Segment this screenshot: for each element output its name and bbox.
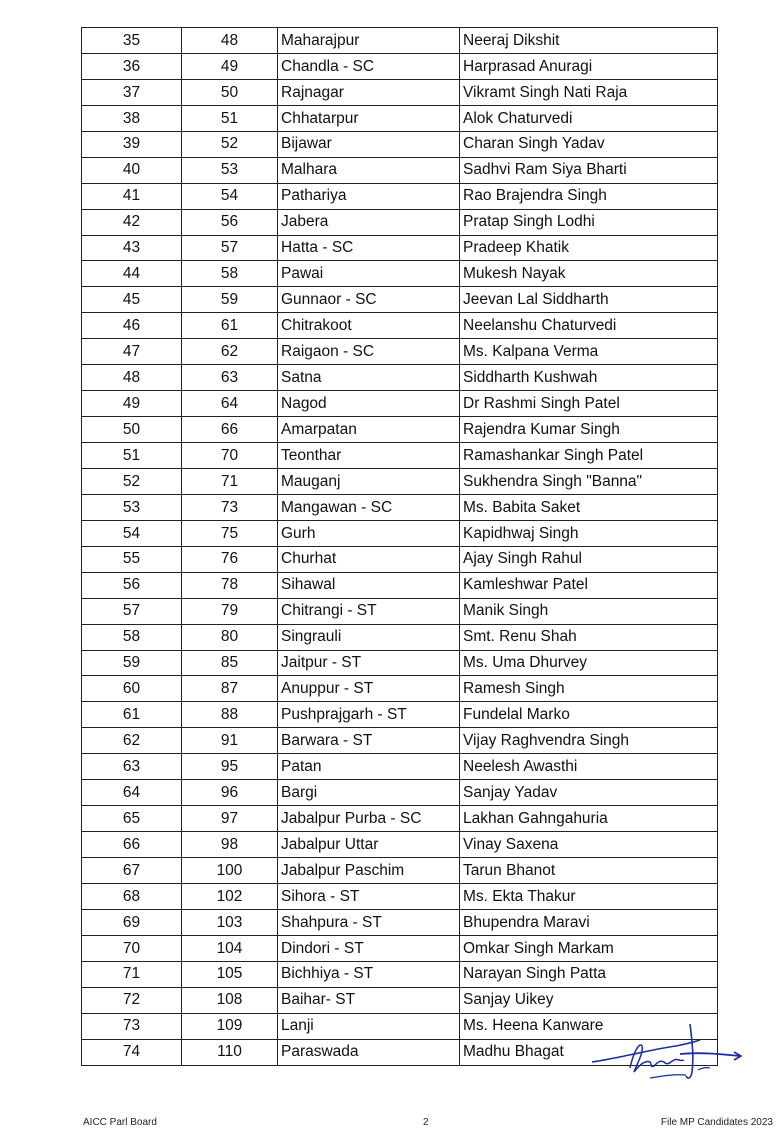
constituency-name-cell: Dindori - ST <box>278 935 460 961</box>
table-row <box>82 209 718 235</box>
table-row <box>82 780 718 806</box>
constituency-no-cell: 103 <box>182 909 278 935</box>
constituency-no-cell: 96 <box>182 780 278 806</box>
constituency-no-cell: 48 <box>182 28 278 54</box>
candidate-name-cell: Omkar Singh Markam <box>460 935 718 961</box>
table-row <box>82 909 718 935</box>
constituency-name-cell: Jabalpur Paschim <box>278 858 460 884</box>
constituency-no-cell: 61 <box>182 313 278 339</box>
serial-no-cell: 68 <box>82 883 182 909</box>
candidate-name-cell: Siddharth Kushwah <box>460 365 718 391</box>
serial-no-cell: 46 <box>82 313 182 339</box>
constituency-name-cell: Gunnaor - SC <box>278 287 460 313</box>
table-row <box>82 858 718 884</box>
candidate-name-cell: Rao Brajendra Singh <box>460 183 718 209</box>
constituency-no-cell: 87 <box>182 676 278 702</box>
constituency-no-cell: 88 <box>182 702 278 728</box>
serial-no-cell: 48 <box>82 365 182 391</box>
constituency-name-cell: Chandla - SC <box>278 53 460 79</box>
constituency-name-cell: Pathariya <box>278 183 460 209</box>
table-row <box>82 105 718 131</box>
serial-no-cell: 38 <box>82 105 182 131</box>
constituency-no-cell: 95 <box>182 754 278 780</box>
constituency-no-cell: 59 <box>182 287 278 313</box>
constituency-name-cell: Chitrangi - ST <box>278 598 460 624</box>
candidate-name-cell: Harprasad Anuragi <box>460 53 718 79</box>
table-row <box>82 728 718 754</box>
table-row <box>82 598 718 624</box>
table-row <box>82 443 718 469</box>
serial-no-cell: 40 <box>82 157 182 183</box>
serial-no-cell: 72 <box>82 987 182 1013</box>
table-row <box>82 183 718 209</box>
candidate-name-cell: Ramashankar Singh Patel <box>460 443 718 469</box>
serial-no-cell: 61 <box>82 702 182 728</box>
constituency-name-cell: Gurh <box>278 520 460 546</box>
constituency-name-cell: Barwara - ST <box>278 728 460 754</box>
candidate-name-cell: Smt. Renu Shah <box>460 624 718 650</box>
serial-no-cell: 70 <box>82 935 182 961</box>
constituency-no-cell: 70 <box>182 443 278 469</box>
candidate-name-cell: Pratap Singh Lodhi <box>460 209 718 235</box>
table-row <box>82 987 718 1013</box>
table-row <box>82 624 718 650</box>
serial-no-cell: 57 <box>82 598 182 624</box>
candidate-name-cell: Vinay Saxena <box>460 832 718 858</box>
constituency-no-cell: 79 <box>182 598 278 624</box>
candidate-name-cell: Lakhan Gahngahuria <box>460 806 718 832</box>
serial-no-cell: 73 <box>82 1013 182 1039</box>
candidate-name-cell: Sukhendra Singh "Banna" <box>460 468 718 494</box>
footer-right: File MP Candidates 2023 <box>660 1117 773 1128</box>
table-row <box>82 417 718 443</box>
table-row <box>82 806 718 832</box>
candidate-name-cell: Ramesh Singh <box>460 676 718 702</box>
candidate-name-cell: Fundelal Marko <box>460 702 718 728</box>
constituency-name-cell: Sihora - ST <box>278 883 460 909</box>
candidate-name-cell: Charan Singh Yadav <box>460 131 718 157</box>
constituency-no-cell: 66 <box>182 417 278 443</box>
candidate-name-cell: Pradeep Khatik <box>460 235 718 261</box>
constituency-name-cell: Mangawan - SC <box>278 494 460 520</box>
table-row <box>82 754 718 780</box>
constituency-no-cell: 97 <box>182 806 278 832</box>
constituency-name-cell: Maharajpur <box>278 28 460 54</box>
table-row <box>82 832 718 858</box>
candidate-name-cell: Manik Singh <box>460 598 718 624</box>
table-row <box>82 676 718 702</box>
candidate-name-cell: Ms. Heena Kanware <box>460 1013 718 1039</box>
candidate-name-cell: Vikramt Singh Nati Raja <box>460 79 718 105</box>
table-row <box>82 546 718 572</box>
table-row <box>82 339 718 365</box>
constituency-no-cell: 108 <box>182 987 278 1013</box>
candidate-name-cell: Neeraj Dikshit <box>460 28 718 54</box>
table-row <box>82 961 718 987</box>
candidate-name-cell: Sanjay Uikey <box>460 987 718 1013</box>
serial-no-cell: 65 <box>82 806 182 832</box>
constituency-name-cell: Bijawar <box>278 131 460 157</box>
serial-no-cell: 67 <box>82 858 182 884</box>
table-row <box>82 79 718 105</box>
serial-no-cell: 71 <box>82 961 182 987</box>
serial-no-cell: 64 <box>82 780 182 806</box>
constituency-no-cell: 56 <box>182 209 278 235</box>
candidate-name-cell: Kamleshwar Patel <box>460 572 718 598</box>
serial-no-cell: 74 <box>82 1039 182 1065</box>
constituency-no-cell: 58 <box>182 261 278 287</box>
constituency-name-cell: Jaitpur - ST <box>278 650 460 676</box>
table-row <box>82 650 718 676</box>
constituency-no-cell: 73 <box>182 494 278 520</box>
serial-no-cell: 35 <box>82 28 182 54</box>
constituency-no-cell: 50 <box>182 79 278 105</box>
candidate-name-cell: Alok Chaturvedi <box>460 105 718 131</box>
candidate-name-cell: Mukesh Nayak <box>460 261 718 287</box>
table-row <box>82 313 718 339</box>
constituency-no-cell: 91 <box>182 728 278 754</box>
serial-no-cell: 63 <box>82 754 182 780</box>
constituency-name-cell: Churhat <box>278 546 460 572</box>
candidate-name-cell: Neelanshu Chaturvedi <box>460 313 718 339</box>
constituency-name-cell: Patan <box>278 754 460 780</box>
table-row <box>82 235 718 261</box>
constituency-no-cell: 100 <box>182 858 278 884</box>
constituency-no-cell: 78 <box>182 572 278 598</box>
constituency-no-cell: 109 <box>182 1013 278 1039</box>
constituency-name-cell: Pawai <box>278 261 460 287</box>
constituency-no-cell: 63 <box>182 365 278 391</box>
table-row <box>82 365 718 391</box>
serial-no-cell: 43 <box>82 235 182 261</box>
table-row <box>82 287 718 313</box>
constituency-no-cell: 102 <box>182 883 278 909</box>
table-row <box>82 520 718 546</box>
constituency-no-cell: 49 <box>182 53 278 79</box>
serial-no-cell: 55 <box>82 546 182 572</box>
constituency-name-cell: Amarpatan <box>278 417 460 443</box>
candidate-name-cell: Tarun Bhanot <box>460 858 718 884</box>
constituency-no-cell: 71 <box>182 468 278 494</box>
table-row <box>82 468 718 494</box>
table-row <box>82 702 718 728</box>
constituency-name-cell: Teonthar <box>278 443 460 469</box>
candidate-name-cell: Kapidhwaj Singh <box>460 520 718 546</box>
candidate-name-cell: Bhupendra Maravi <box>460 909 718 935</box>
table-row <box>82 157 718 183</box>
constituency-no-cell: 53 <box>182 157 278 183</box>
constituency-name-cell: Bargi <box>278 780 460 806</box>
serial-no-cell: 58 <box>82 624 182 650</box>
constituency-name-cell: Chhatarpur <box>278 105 460 131</box>
table-row <box>82 391 718 417</box>
candidate-name-cell: Sanjay Yadav <box>460 780 718 806</box>
table-row <box>82 935 718 961</box>
serial-no-cell: 69 <box>82 909 182 935</box>
constituency-no-cell: 51 <box>182 105 278 131</box>
candidate-name-cell: Jeevan Lal Siddharth <box>460 287 718 313</box>
constituency-name-cell: Jabalpur Purba - SC <box>278 806 460 832</box>
footer-left: AICC Parl Board <box>83 1117 157 1128</box>
signature-image <box>590 1020 742 1086</box>
constituency-name-cell: Raigaon - SC <box>278 339 460 365</box>
constituency-no-cell: 57 <box>182 235 278 261</box>
constituency-no-cell: 85 <box>182 650 278 676</box>
serial-no-cell: 45 <box>82 287 182 313</box>
constituency-name-cell: Baihar- ST <box>278 987 460 1013</box>
constituency-name-cell: Pushprajgarh - ST <box>278 702 460 728</box>
constituency-name-cell: Anuppur - ST <box>278 676 460 702</box>
constituency-name-cell: Satna <box>278 365 460 391</box>
candidate-name-cell: Dr Rashmi Singh Patel <box>460 391 718 417</box>
constituency-no-cell: 98 <box>182 832 278 858</box>
candidate-name-cell: Ms. Kalpana Verma <box>460 339 718 365</box>
constituency-no-cell: 75 <box>182 520 278 546</box>
constituency-name-cell: Bichhiya - ST <box>278 961 460 987</box>
constituency-no-cell: 52 <box>182 131 278 157</box>
constituency-name-cell: Mauganj <box>278 468 460 494</box>
serial-no-cell: 36 <box>82 53 182 79</box>
constituency-name-cell: Jabalpur Uttar <box>278 832 460 858</box>
constituency-no-cell: 54 <box>182 183 278 209</box>
table-row <box>82 53 718 79</box>
constituency-name-cell: Singrauli <box>278 624 460 650</box>
serial-no-cell: 60 <box>82 676 182 702</box>
table-row <box>82 572 718 598</box>
serial-no-cell: 41 <box>82 183 182 209</box>
table-row <box>82 261 718 287</box>
serial-no-cell: 50 <box>82 417 182 443</box>
serial-no-cell: 56 <box>82 572 182 598</box>
serial-no-cell: 44 <box>82 261 182 287</box>
candidates-table-body <box>82 28 718 1066</box>
candidate-name-cell: Narayan Singh Patta <box>460 961 718 987</box>
constituency-name-cell: Lanji <box>278 1013 460 1039</box>
serial-no-cell: 49 <box>82 391 182 417</box>
constituency-no-cell: 76 <box>182 546 278 572</box>
constituency-no-cell: 110 <box>182 1039 278 1065</box>
candidate-name-cell: Sadhvi Ram Siya Bharti <box>460 157 718 183</box>
constituency-no-cell: 64 <box>182 391 278 417</box>
constituency-no-cell: 104 <box>182 935 278 961</box>
candidate-name-cell: Ajay Singh Rahul <box>460 546 718 572</box>
serial-no-cell: 62 <box>82 728 182 754</box>
serial-no-cell: 54 <box>82 520 182 546</box>
constituency-no-cell: 80 <box>182 624 278 650</box>
candidate-name-cell: Rajendra Kumar Singh <box>460 417 718 443</box>
constituency-name-cell: Chitrakoot <box>278 313 460 339</box>
candidate-name-cell: Madhu Bhagat <box>460 1039 718 1065</box>
candidates-table <box>81 27 718 1066</box>
table-row <box>82 131 718 157</box>
candidate-name-cell: Vijay Raghvendra Singh <box>460 728 718 754</box>
constituency-name-cell: Jabera <box>278 209 460 235</box>
table-row <box>82 28 718 54</box>
candidate-name-cell: Ms. Babita Saket <box>460 494 718 520</box>
constituency-name-cell: Shahpura - ST <box>278 909 460 935</box>
constituency-name-cell: Rajnagar <box>278 79 460 105</box>
serial-no-cell: 42 <box>82 209 182 235</box>
constituency-name-cell: Malhara <box>278 157 460 183</box>
serial-no-cell: 37 <box>82 79 182 105</box>
serial-no-cell: 66 <box>82 832 182 858</box>
table-row <box>82 883 718 909</box>
footer-page-number: 2 <box>423 1117 429 1128</box>
constituency-name-cell: Paraswada <box>278 1039 460 1065</box>
candidate-name-cell: Neelesh Awasthi <box>460 754 718 780</box>
candidate-name-cell: Ms. Ekta Thakur <box>460 883 718 909</box>
constituency-no-cell: 62 <box>182 339 278 365</box>
serial-no-cell: 47 <box>82 339 182 365</box>
constituency-name-cell: Sihawal <box>278 572 460 598</box>
serial-no-cell: 59 <box>82 650 182 676</box>
constituency-name-cell: Nagod <box>278 391 460 417</box>
constituency-name-cell: Hatta - SC <box>278 235 460 261</box>
serial-no-cell: 39 <box>82 131 182 157</box>
constituency-no-cell: 105 <box>182 961 278 987</box>
serial-no-cell: 53 <box>82 494 182 520</box>
serial-no-cell: 52 <box>82 468 182 494</box>
table-row <box>82 494 718 520</box>
serial-no-cell: 51 <box>82 443 182 469</box>
candidate-name-cell: Ms. Uma Dhurvey <box>460 650 718 676</box>
